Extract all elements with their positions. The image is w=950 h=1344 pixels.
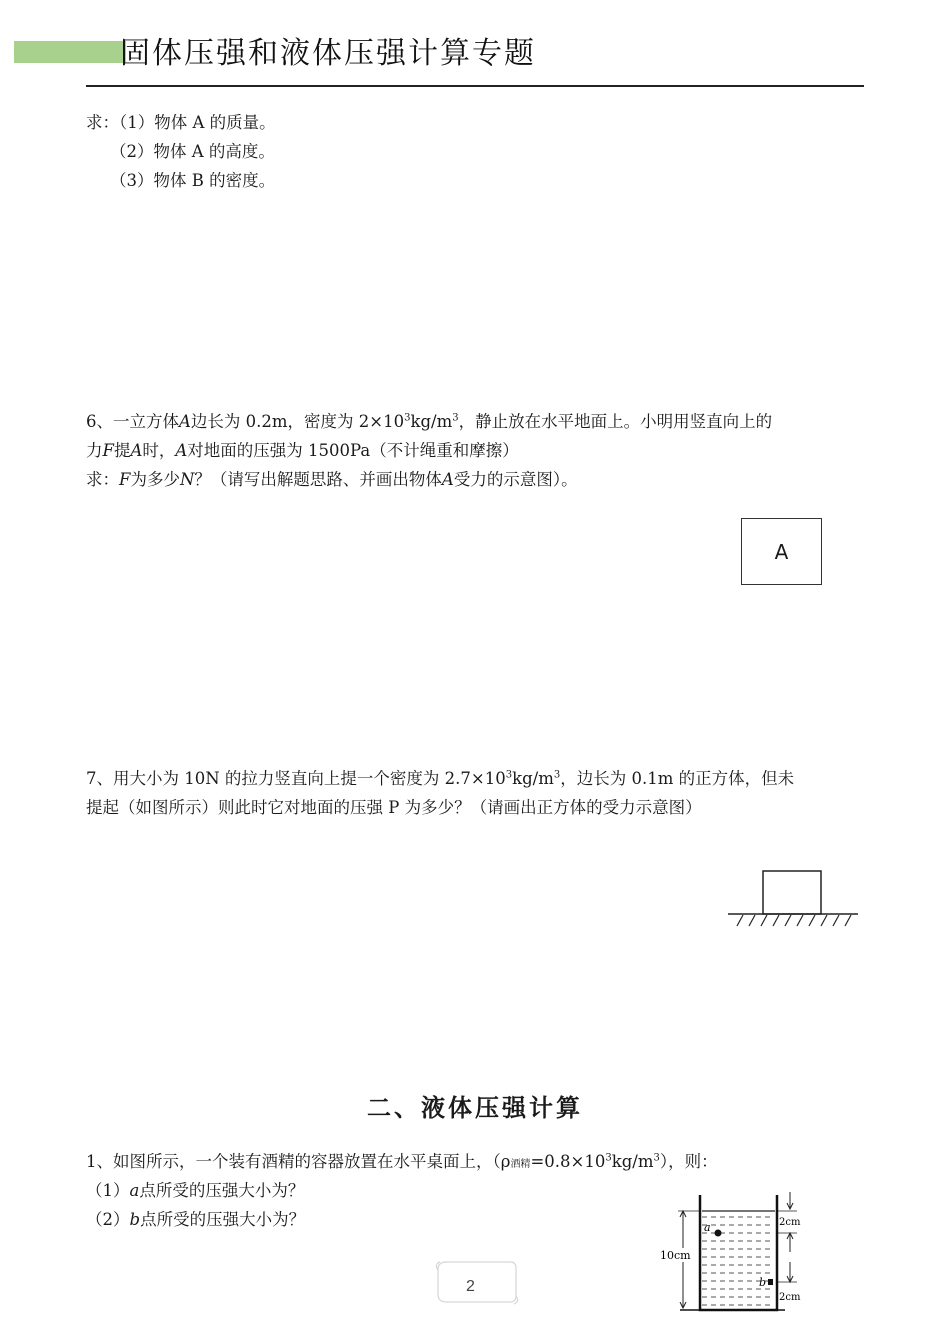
top-depth-label: 2cm: [779, 1217, 801, 1228]
ground-hatching: [737, 915, 851, 926]
cube-outline: [763, 871, 821, 914]
q5-line-1: 求：（1）物体 A 的质量。: [86, 113, 276, 132]
q6-line-1: 6、一立方体A边长为 0.2m，密度为 $2\times 10^3kg/m^3$，静止放在水平地面上。小明用竖直向上的: [86, 412, 773, 431]
point-b-label: b: [759, 1276, 767, 1289]
header-accent-bar: [14, 41, 126, 63]
bottom-height-label: 2cm: [779, 1292, 801, 1303]
q6-line-2: 力F提A时，A对地面的压强为 1500Pa（不计绳重和摩擦）: [86, 441, 519, 460]
q5-line-2: （2）物体 A 的高度。: [110, 142, 275, 161]
document-title: 固体压强和液体压强计算专题: [120, 36, 536, 71]
cube-a-figure: [741, 518, 822, 585]
page-number: 2: [466, 1278, 475, 1295]
cube-on-ground-figure: [725, 868, 865, 930]
page-number-scroll-icon: [430, 1256, 522, 1316]
point-b-marker: [768, 1279, 773, 1285]
q6-line-3: 求：F为多少N？（请写出解题思路、并画出物体A受力的示意图）。: [86, 470, 578, 489]
container-walls: [700, 1195, 777, 1310]
l1-question-1: （1）a点所受的压强大小为？: [86, 1181, 305, 1200]
height-label: 10cm: [660, 1249, 691, 1262]
alcohol-container-figure: [655, 1190, 815, 1320]
q5-line-3: （3）物体 B 的密度。: [110, 171, 276, 190]
q7-line-1: 7、用大小为 10N 的拉力竖直向上提一个密度为 $2.7\times 10^3kg/m^3$，边长为 0.1m 的正方体，但未: [86, 769, 795, 788]
liquid-pattern: [702, 1217, 773, 1305]
header-rule: [86, 85, 864, 87]
cube-a-label: A: [774, 539, 789, 564]
point-a-label: a: [704, 1221, 711, 1234]
section-heading: 二、液体压强计算: [367, 1093, 583, 1122]
q7-line-2: 提起（如图所示）则此时它对地面的压强 P 为多少？（请画出正方体的受力示意图）: [86, 798, 702, 817]
l1-question-2: （2）b点所受的压强大小为？: [86, 1210, 306, 1229]
point-a-marker: [715, 1230, 722, 1237]
l1-line-1: 1、如图所示，一个装有酒精的容器放置在水平桌面上，（ρ酒精$=0.8\times 10^3kg/m^3$），则：: [86, 1152, 718, 1171]
